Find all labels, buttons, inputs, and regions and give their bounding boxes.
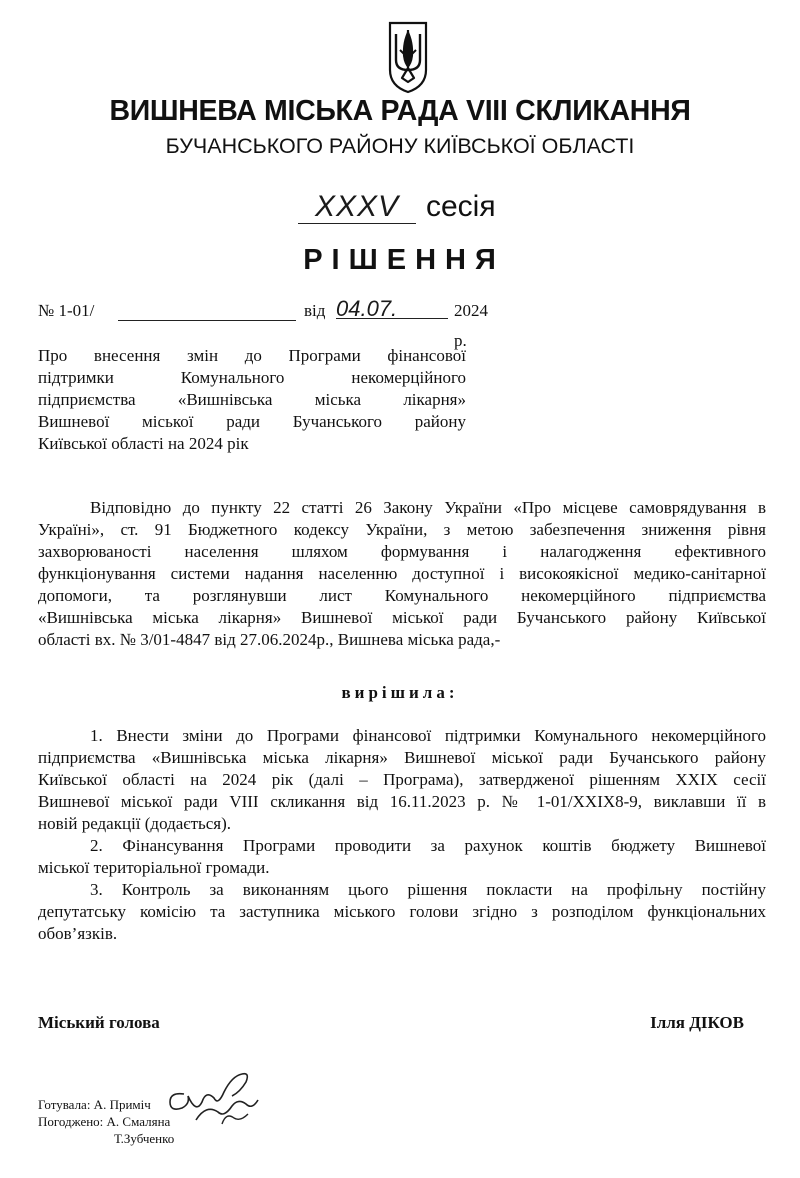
preamble-line: допомоги, та розглянувши лист Комунального некомерційного підприємства <box>38 586 766 605</box>
item-line: Вишневої міської ради VIII скликання від 16.11.2023 р. № 1-01/XXIX8-9, виклавши її в <box>38 792 766 811</box>
preamble-line: області вх. № 3/01-4847 від 27.06.2024р., Вишнева міська рада,- <box>38 630 501 649</box>
council-name: ВИШНЕВА МІСЬКА РАДА VIII СКЛИКАННЯ <box>109 95 691 127</box>
session-number: XXXV <box>298 187 416 224</box>
item-line: 3. Контроль за виконанням цього рішення покласти на профільну постійну <box>90 880 766 899</box>
item-line: підприємства «Вишнівська міська лікарня» Вишневої міської ради Бучанського району <box>38 748 766 767</box>
trident-coat-of-arms-icon <box>386 20 430 94</box>
session-line <box>298 187 538 227</box>
subject-line: Київської області на 2024 рік <box>38 434 249 453</box>
registration-line <box>38 296 498 350</box>
subject-line: підприємства «Вишнівська міська лікарня» <box>38 390 466 409</box>
decision-items <box>38 725 766 945</box>
preamble-line: захворюваності населення шляхом формування і налагодження ефективного <box>38 542 766 561</box>
item-line: обов’язків. <box>38 924 118 943</box>
district-line: БУЧАНСЬКОГО РАЙОНУ КИЇВСЬКОЇ ОБЛАСТІ <box>165 134 635 158</box>
subject-line: Про внесення змін до Програми фінансової <box>38 346 466 365</box>
session-word: сесія <box>426 190 496 223</box>
preamble-line: «Вишнівська міська лікарня» Вишневої міської ради Бучанського району Київської <box>38 608 766 627</box>
handwritten-date: 04.07. <box>336 296 448 319</box>
agreed-by: Погоджено: А. Смаляна <box>38 1114 171 1129</box>
item-line: новій редакції (додається). <box>38 814 232 833</box>
handwritten-signature-icon <box>162 1062 266 1132</box>
decision-subject <box>38 345 466 455</box>
preamble-line: Україні», ст. 91 Бюджетного кодексу України, з метою забезпечення зниження рівня <box>38 520 766 539</box>
resolved-heading: вирішила: <box>341 683 459 702</box>
item-line: міської територіальної громади. <box>38 858 270 877</box>
subject-line: підтримки Комунального некомерційного <box>38 368 466 387</box>
signatory-title: Міський голова <box>38 1013 160 1032</box>
preamble-line: функціонування системи надання населенню доступної і високоякісної медико-санітарної <box>38 564 766 583</box>
year: 2024 р. <box>454 301 488 350</box>
number-blank <box>118 298 296 321</box>
subject-line: Вишневої міської ради Бучанського району <box>38 412 466 431</box>
agreed-by-second: Т.Зубченко <box>114 1131 175 1146</box>
item-line: 2. Фінансування Програми проводити за рахунок коштів бюджету Вишневої <box>90 836 766 855</box>
document-type: РІШЕННЯ <box>303 244 505 276</box>
preamble <box>38 497 766 651</box>
item-line: депутатську комісію та заступника міського голови згідно з розподілом функціональних <box>38 902 766 921</box>
signatory-name: Ілля ДІКОВ <box>650 1013 744 1032</box>
prepared-by: Готувала: А. Приміч <box>38 1097 151 1112</box>
item-line: 1. Внести зміни до Програми фінансової підтримки Комунального некомерційного <box>90 726 766 745</box>
item-line: Київської області на 2024 рік (далі – Програма), затвердженої рішенням XXIX сесії <box>38 770 766 789</box>
preamble-line: Відповідно до пункту 22 статті 26 Закону України «Про місцеве самоврядування в <box>90 498 766 517</box>
from-word: від <box>304 301 326 320</box>
number-prefix: № 1-01/ <box>38 301 95 320</box>
